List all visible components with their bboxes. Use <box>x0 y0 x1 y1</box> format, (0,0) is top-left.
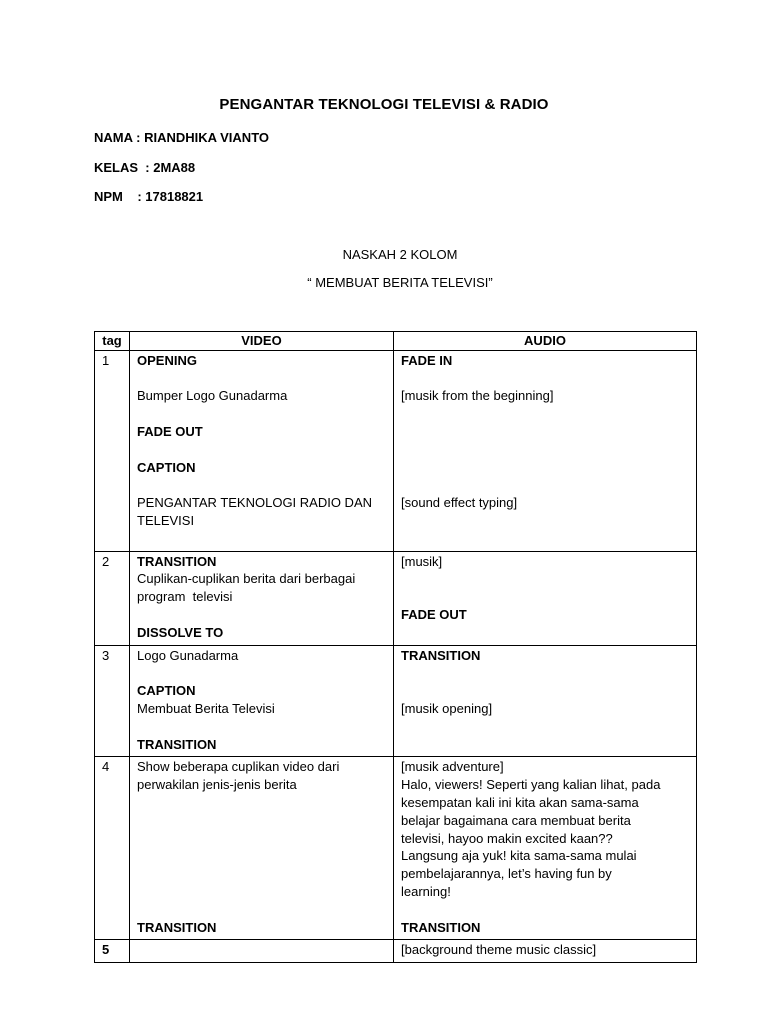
video-line: Membuat Berita Televisi <box>137 700 275 716</box>
video-line: TRANSITION <box>137 553 217 569</box>
video-line: Cuplikan-cuplikan berita dari berbagai <box>137 571 356 587</box>
video-line <box>137 476 386 494</box>
audio-line: [musik adventure] <box>401 759 504 775</box>
table-row <box>95 940 697 963</box>
audio-line <box>401 423 689 441</box>
video-line: CAPTION <box>137 683 196 699</box>
kelas-line: KELAS : 2MA88 <box>94 160 196 175</box>
audio-line: [musik from the beginning] <box>401 388 554 404</box>
video-line <box>137 405 386 423</box>
header-video: VIDEO <box>130 332 394 351</box>
audio-line <box>401 682 689 700</box>
video-line: Logo Gunadarma <box>137 647 239 663</box>
row-video-cell <box>130 645 394 757</box>
video-line: OPENING <box>137 352 197 368</box>
script-table <box>94 331 697 963</box>
page-title: PENGANTAR TEKNOLOGI TELEVISI & RADIO <box>219 96 549 113</box>
row-audio-cell <box>394 645 697 757</box>
video-line <box>137 901 386 919</box>
audio-line: Langsung aja yuk! kita sama-sama mulai <box>401 848 637 864</box>
video-line: TELEVISI <box>137 512 195 528</box>
row-tag: 3 <box>95 645 130 757</box>
row-audio-cell <box>394 551 697 645</box>
row-video-cell <box>130 551 394 645</box>
video-line <box>137 865 386 883</box>
video-line: Bumper Logo Gunadarma <box>137 388 288 404</box>
row-video-cell <box>130 350 394 551</box>
video-line: CAPTION <box>137 459 196 475</box>
video-line <box>137 847 386 865</box>
video-line <box>137 441 386 459</box>
row-audio-cell <box>394 940 697 963</box>
audio-line: belajar bagaimana cara membuat berita <box>401 812 631 828</box>
row-video-cell <box>130 757 394 940</box>
script-heading: “ MEMBUAT BERITA TELEVISI” <box>307 275 493 290</box>
nama-line: NAMA : RIANDHIKA VIANTO <box>94 130 270 145</box>
npm-line: NPM : 17818821 <box>94 189 204 204</box>
table-row <box>95 757 697 940</box>
audio-line: TRANSITION <box>401 919 481 935</box>
audio-line <box>401 370 689 388</box>
video-line: FADE OUT <box>137 423 203 439</box>
audio-line <box>401 405 689 423</box>
audio-line <box>401 664 689 682</box>
audio-line: pembelajarannya, let’s having fun by <box>401 866 612 882</box>
video-line <box>137 794 386 812</box>
video-line <box>137 530 386 548</box>
audio-line: [musik opening] <box>401 700 493 716</box>
row-tag: 1 <box>95 350 130 551</box>
audio-line: learning! <box>401 883 451 899</box>
video-line <box>137 883 386 901</box>
video-line <box>137 718 386 736</box>
video-line: TRANSITION <box>137 736 217 752</box>
audio-line <box>401 476 689 494</box>
table-row <box>95 645 697 757</box>
script-type-subtitle: NASKAH 2 KOLOM <box>342 247 458 262</box>
audio-line: [sound effect typing] <box>401 495 518 511</box>
table-header-row <box>95 332 697 351</box>
audio-line <box>401 441 689 459</box>
video-line <box>137 606 386 624</box>
audio-line <box>401 459 689 477</box>
audio-line: televisi, hayoo makin excited kaan?? <box>401 830 613 846</box>
video-line: DISSOLVE TO <box>137 624 224 640</box>
audio-line <box>401 588 689 606</box>
row-tag: 2 <box>95 551 130 645</box>
audio-line: [background theme music classic] <box>401 942 597 958</box>
audio-line <box>401 570 689 588</box>
script-table-body <box>95 350 697 962</box>
audio-line: FADE OUT <box>401 606 467 622</box>
row-video-cell <box>130 940 394 963</box>
audio-line: [musik] <box>401 553 443 569</box>
audio-line <box>401 901 689 919</box>
audio-line: Halo, viewers! Seperti yang kalian lihat, pada <box>401 777 661 793</box>
audio-line: TRANSITION <box>401 647 481 663</box>
video-line <box>137 812 386 830</box>
row-tag: 5 <box>95 940 130 963</box>
row-audio-cell <box>394 757 697 940</box>
audio-line: FADE IN <box>401 352 453 368</box>
video-line: Show beberapa cuplikan video dari <box>137 759 340 775</box>
video-line: program televisi <box>137 589 233 605</box>
video-line: TRANSITION <box>137 919 217 935</box>
header-tag: tag <box>95 332 130 351</box>
video-line <box>137 664 386 682</box>
header-audio: AUDIO <box>394 332 697 351</box>
row-audio-cell <box>394 350 697 551</box>
video-line <box>137 370 386 388</box>
video-line <box>137 830 386 848</box>
row-tag: 4 <box>95 757 130 940</box>
table-row <box>95 551 697 645</box>
table-row <box>95 350 697 551</box>
audio-line: kesempatan kali ini kita akan sama-sama <box>401 794 639 810</box>
video-line: PENGANTAR TEKNOLOGI RADIO DAN <box>137 495 373 511</box>
video-line: perwakilan jenis-jenis berita <box>137 777 297 793</box>
